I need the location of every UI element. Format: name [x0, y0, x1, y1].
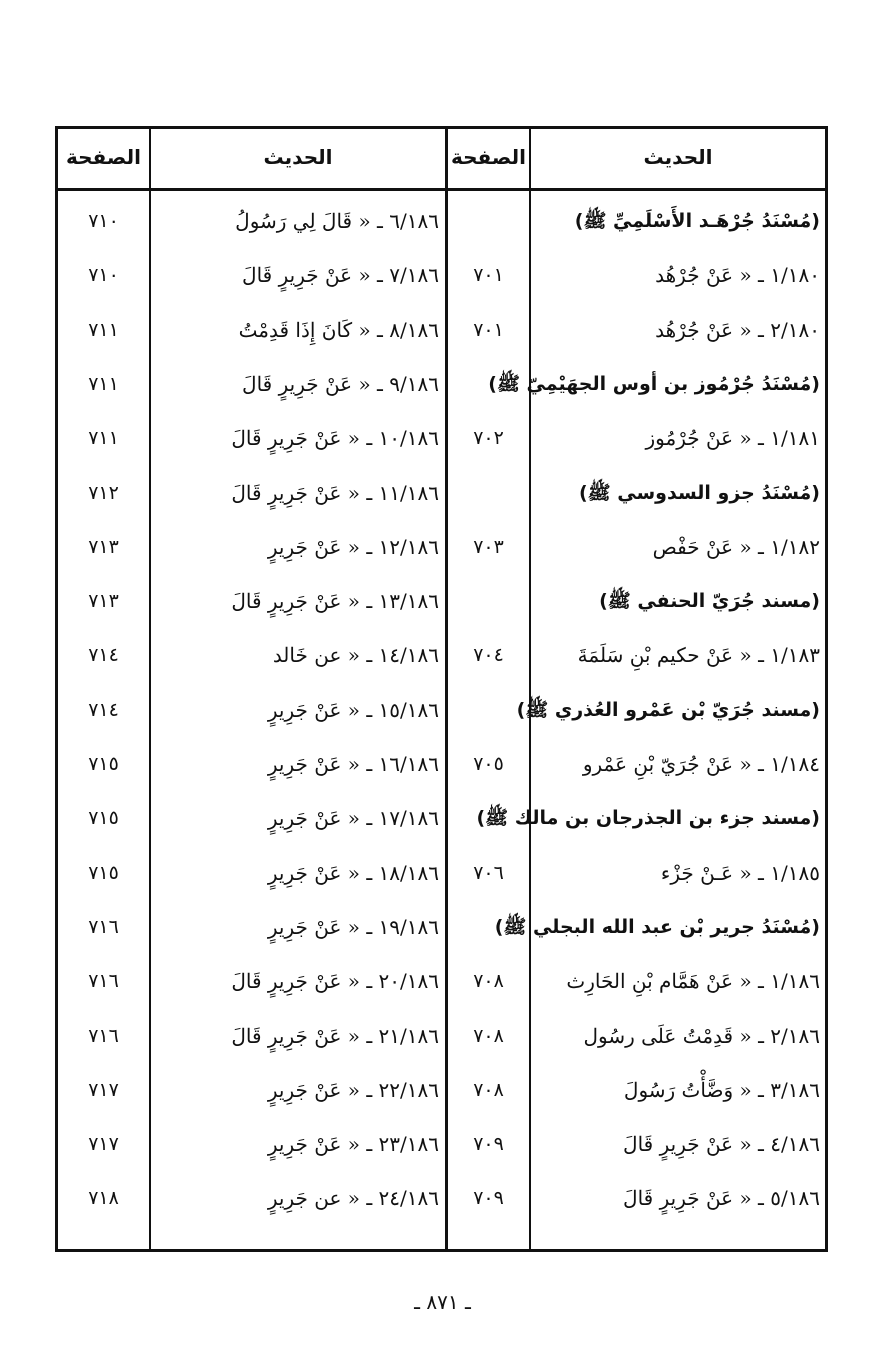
- page-reference: ٧١٣: [88, 536, 119, 558]
- page-reference: ٧١٣: [88, 590, 119, 612]
- hadith-entry: ٥/١٨٦ ـ « عَنْ جَرِيرٍ قَالَ: [623, 1186, 820, 1210]
- right-hadith-header: الحديث: [643, 145, 713, 169]
- page-reference: ٧١١: [88, 427, 119, 449]
- page-number: ـ ٨٧١ ـ: [414, 1290, 471, 1314]
- page-reference: ٧١٤: [88, 699, 119, 721]
- hadith-entry: ١٠/١٨٦ ـ « عَنْ جَرِيرٍ قَالَ: [231, 426, 439, 450]
- hadith-entry: ١/١٨٣ ـ « عَنْ حكيم بْنِ سَلَمَةَ: [577, 643, 820, 667]
- page-reference: ٧١٠: [88, 210, 119, 232]
- hadith-entry: ٢٢/١٨٦ ـ « عَنْ جَرِيرٍ: [267, 1078, 439, 1102]
- hadith-entry: ١٥/١٨٦ ـ « عَنْ جَرِيرٍ: [267, 698, 439, 722]
- left-header-rule: [55, 188, 448, 191]
- page-reference: ٧٠١: [473, 319, 504, 341]
- hadith-entry: ٢٠/١٨٦ ـ « عَنْ جَرِيرٍ قَالَ: [231, 969, 439, 993]
- musnad-heading: (مسند جزء بن الجذرجان بن مالك ﷺ): [476, 807, 820, 829]
- hadith-entry: ١/١٨٠ ـ « عَنْ جُرْهُد: [655, 263, 820, 287]
- hadith-entry: ٧/١٨٦ ـ « عَنْ جَرِيرٍ قَالَ: [242, 263, 439, 287]
- musnad-heading: (مسند جُرَيّ الحنفي ﷺ): [599, 590, 820, 612]
- musnad-heading: (مسند جُرَيّ بْن عَمْرو العُذري ﷺ): [516, 699, 820, 721]
- page-reference: [448, 201, 529, 241]
- hadith-entry: ١٦/١٨٦ ـ « عَنْ جَرِيرٍ: [267, 752, 439, 776]
- page-reference: [448, 690, 529, 730]
- hadith-entry: ٦/١٨٦ ـ « قَالَ لِي رَسُولُ: [235, 209, 439, 233]
- page-reference: ٧١٥: [88, 807, 119, 829]
- page-reference: ٧٠٨: [473, 1079, 504, 1101]
- hadith-entry: ١٩/١٨٦ ـ « عَنْ جَرِيرٍ: [267, 915, 439, 939]
- musnad-heading: (مُسْنَدُ جرير بْن عبد الله البجلي ﷺ): [494, 916, 820, 938]
- hadith-entry: ١/١٨٢ ـ « عَنْ حَفْص: [652, 535, 820, 559]
- page-reference: [448, 907, 529, 947]
- hadith-entry: ١/١٨٥ ـ « عَـنْ جَزْء: [660, 861, 820, 885]
- page-reference: ٧١٧: [88, 1133, 119, 1155]
- right-header-rule: [445, 188, 828, 191]
- hadith-entry: ١٤/١٨٦ ـ « عن خَالد: [272, 643, 439, 667]
- hadith-entry: ٩/١٨٦ ـ « عَنْ جَرِيرٍ قَالَ: [242, 372, 439, 396]
- hadith-entry: ٢/١٨٠ ـ « عَنْ جُرْهُد: [655, 318, 820, 342]
- page-reference: ٧١٤: [88, 644, 119, 666]
- page-reference: ٧١٠: [88, 264, 119, 286]
- page-reference: ٧٠٩: [473, 1187, 504, 1209]
- page-reference: ٧١١: [88, 373, 119, 395]
- page-reference: ٧٠٣: [473, 536, 504, 558]
- page-reference: ٧١٢: [88, 482, 119, 504]
- page-reference: [448, 581, 529, 621]
- hadith-entry: ٢٣/١٨٦ ـ « عَنْ جَرِيرٍ: [267, 1132, 439, 1156]
- hadith-entry: ١١/١٨٦ ـ « عَنْ جَرِيرٍ قَالَ: [231, 481, 439, 505]
- hadith-entry: ١٧/١٨٦ ـ « عَنْ جَرِيرٍ: [267, 806, 439, 830]
- hadith-entry: ١٣/١٨٦ ـ « عَنْ جَرِيرٍ قَالَ: [231, 589, 439, 613]
- page-reference: ٧٠٤: [473, 644, 504, 666]
- hadith-entry: ٤/١٨٦ ـ « عَنْ جَرِيرٍ قَالَ: [623, 1132, 820, 1156]
- hadith-entry: ٨/١٨٦ ـ « كَانَ إِذَا قَدِمْتُ: [238, 318, 439, 342]
- page-reference: ٧٠٨: [473, 970, 504, 992]
- page-reference: ٧٠١: [473, 264, 504, 286]
- hadith-entry: ١٨/١٨٦ ـ « عَنْ جَرِيرٍ: [267, 861, 439, 885]
- page-reference: ٧٠٢: [473, 427, 504, 449]
- page-reference: ٧١٦: [88, 970, 119, 992]
- hadith-entry: ٢/١٨٦ ـ « قَدِمْتُ عَلَى رسُول: [583, 1024, 820, 1048]
- right-table-divider: [529, 126, 531, 1252]
- musnad-heading: (مُسْنَدُ جزو السدوسي ﷺ): [579, 482, 820, 504]
- hadith-entry: ٢١/١٨٦ ـ « عَنْ جَرِيرٍ قَالَ: [231, 1024, 439, 1048]
- left-page-header: الصفحة: [65, 145, 141, 169]
- page-reference: ٧١٨: [88, 1187, 119, 1209]
- hadith-entry: ٢٤/١٨٦ ـ « عن جَرِيرٍ: [267, 1186, 439, 1210]
- hadith-entry: ١/١٨٤ ـ « عَنْ جُرَيّ بْنِ عَمْرو: [582, 752, 820, 776]
- page-reference: [448, 364, 529, 404]
- hadith-entry: ١٢/١٨٦ ـ « عَنْ جَرِيرٍ: [267, 535, 439, 559]
- left-table-divider: [149, 126, 151, 1252]
- page-reference: ٧١١: [88, 319, 119, 341]
- page-reference: [448, 473, 529, 513]
- hadith-entry: ١/١٨١ ـ « عَنْ جُرْمُوز: [645, 426, 820, 450]
- hadith-entry: ١/١٨٦ ـ « عَنْ هَمَّام بْنِ الحَارِث: [566, 969, 820, 993]
- right-page-header: الصفحة: [450, 145, 526, 169]
- page-reference: ٧١٥: [88, 862, 119, 884]
- page-reference: [448, 798, 529, 838]
- hadith-entry: ٣/١٨٦ ـ « وَضَّأْتُ رَسُولَ: [623, 1078, 820, 1102]
- page-reference: ٧١٦: [88, 1025, 119, 1047]
- musnad-heading: (مُسْنَدُ جُرْمُوز بن أوس الجهَيْمِيّ ﷺ): [488, 373, 820, 395]
- page-reference: ٧١٦: [88, 916, 119, 938]
- page-reference: ٧٠٦: [473, 862, 504, 884]
- page-reference: ٧١٥: [88, 753, 119, 775]
- page-reference: ٧٠٨: [473, 1025, 504, 1047]
- page-reference: ٧١٧: [88, 1079, 119, 1101]
- left-hadith-header: الحديث: [263, 145, 333, 169]
- page-reference: ٧٠٩: [473, 1133, 504, 1155]
- page-reference: ٧٠٥: [473, 753, 504, 775]
- musnad-heading: (مُسْنَدُ جُرْهَـد الأَسْلَمِيِّ ﷺ): [574, 210, 820, 232]
